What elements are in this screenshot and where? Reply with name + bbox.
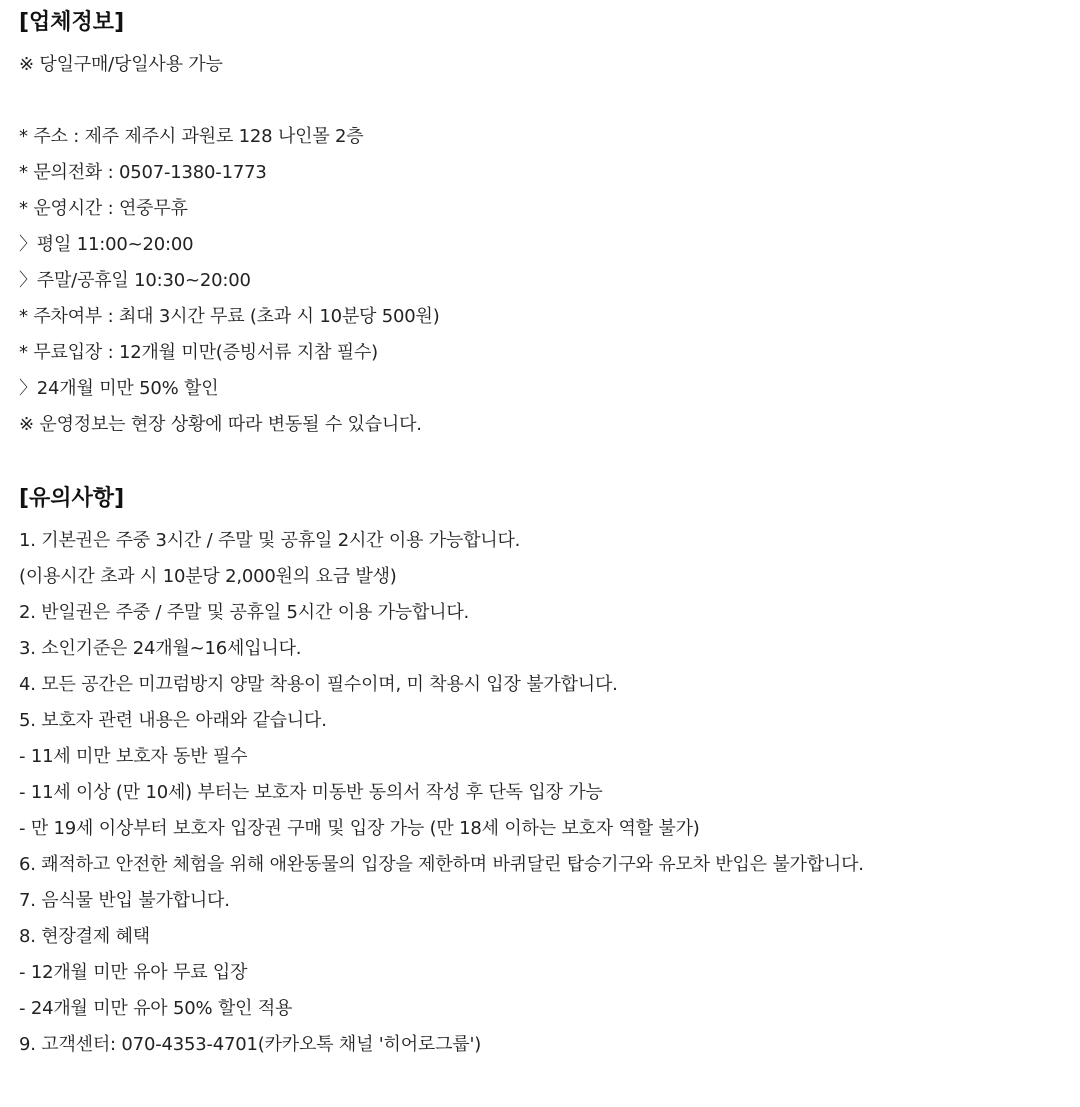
notice-item: - 11세 이상 (만 10세) 부터는 보호자 미동반 동의서 작성 후 단독 입장 가능	[19, 782, 603, 803]
weekend-hours-line: 〉주말/공휴일 10:30~20:00	[19, 270, 251, 291]
company-info-title: [업체정보]	[19, 10, 125, 35]
parking-line: * 주차여부 : 최대 3시간 무료 (초과 시 10분당 500원)	[19, 306, 440, 327]
notice-item: (이용시간 초과 시 10분당 2,000원의 요금 발생)	[19, 566, 397, 587]
notice-item: - 24개월 미만 유아 50% 할인 적용	[19, 998, 293, 1019]
spacer	[19, 83, 1069, 119]
phone-line: * 문의전화 : 0507-1380-1773	[19, 162, 267, 183]
notice-item: - 11세 미만 보호자 동반 필수	[19, 746, 248, 767]
notice-item: 5. 보호자 관련 내용은 아래와 같습니다.	[19, 710, 327, 731]
notice-item: 2. 반일권은 주중 / 주말 및 공휴일 5시간 이용 가능합니다.	[19, 602, 470, 623]
notices-title: [유의사항]	[19, 486, 125, 511]
address-line: * 주소 : 제주 제주시 과원로 128 나인몰 2층	[19, 126, 364, 147]
notice-item: 8. 현장결제 혜택	[19, 926, 150, 947]
info-change-note: ※ 운영정보는 현장 상황에 따라 변동될 수 있습니다.	[19, 414, 422, 435]
weekday-hours-line: 〉평일 11:00~20:00	[19, 234, 194, 255]
free-entry-line: * 무료입장 : 12개월 미만(증빙서류 지참 필수)	[19, 342, 378, 363]
notice-item: 1. 기본권은 주중 3시간 / 주말 및 공휴일 2시간 이용 가능합니다.	[19, 530, 521, 551]
notice-item: - 만 19세 이상부터 보호자 입장권 구매 및 입장 가능 (만 18세 이하는 보호자 역할 불가)	[19, 818, 700, 839]
notice-item: - 12개월 미만 유아 무료 입장	[19, 962, 248, 983]
hours-line: * 운영시간 : 연중무휴	[19, 198, 188, 219]
spacer	[19, 443, 1069, 482]
notice-item: 7. 음식물 반입 불가합니다.	[19, 890, 230, 911]
discount-line: 〉24개월 미만 50% 할인	[19, 378, 219, 399]
same-day-note: ※ 당일구매/당일사용 가능	[19, 54, 223, 75]
document-body	[19, 6, 1069, 1063]
notice-item: 9. 고객센터: 070-4353-4701(카카오톡 채널 '히어로그룹')	[19, 1034, 482, 1055]
notice-item: 6. 쾌적하고 안전한 체험을 위해 애완동물의 입장을 제한하며 바퀴달린 탑승기구와 유모차 반입은 불가합니다.	[19, 854, 864, 875]
notice-item: 3. 소인기준은 24개월~16세입니다.	[19, 638, 302, 659]
notice-item: 4. 모든 공간은 미끄럼방지 양말 착용이 필수이며, 미 착용시 입장 불가합니다.	[19, 674, 618, 695]
